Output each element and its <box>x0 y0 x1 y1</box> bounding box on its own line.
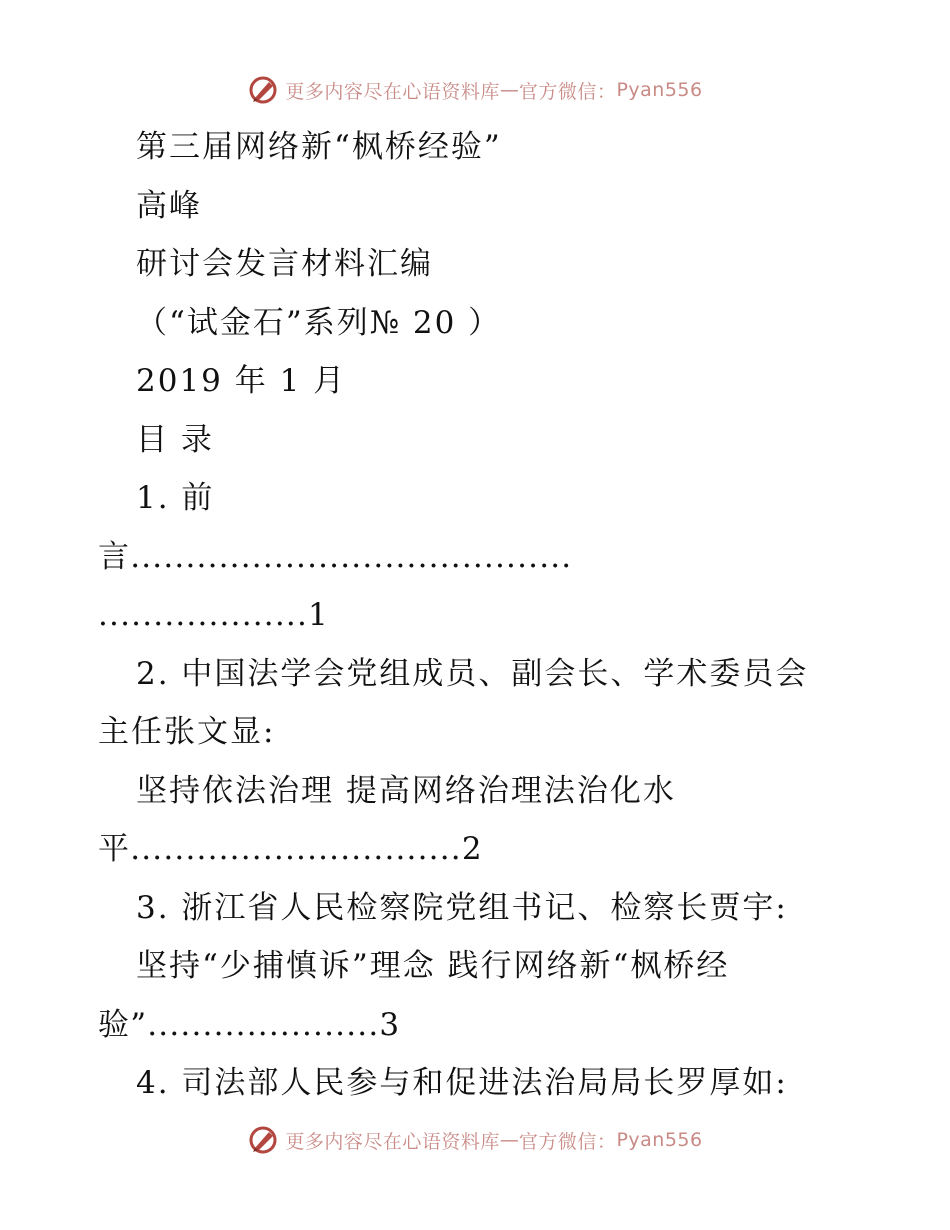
toc-entry-3-title: 坚持“少捕慎诉”理念 践行网络新“枫桥经 <box>136 948 730 984</box>
toc-entry-4-head: 4. 司法部人民参与和促进法治局局长罗厚如: <box>136 1065 788 1101</box>
toc-entry-2-head: 2. 中国法学会党组成员、副会长、学术委员会 <box>136 655 809 692</box>
banner-wechat-label: 官方微信： <box>518 1130 617 1153</box>
toc-entry-1-page: ...................1 <box>98 597 329 633</box>
doc-title-line-2: 高峰 <box>136 187 202 224</box>
pen-logo-icon <box>247 74 279 106</box>
toc-entry-2-author: 主任张文显: <box>98 714 276 750</box>
toc-entry-1-leader: 言........................................ <box>98 538 573 575</box>
toc-entry-3-head: 3. 浙江省人民检察院党组书记、检察长贾宇: <box>136 889 788 926</box>
toc-entry-3-page: 验”.....................3 <box>98 1006 401 1043</box>
banner-wechat-label: 官方微信： <box>518 80 617 103</box>
banner-wechat-id: Pyan556 <box>616 79 703 101</box>
toc-entry-2-page: 平..............................2 <box>98 831 483 867</box>
banner-separator: — <box>499 1129 519 1151</box>
banner-text: 更多内容尽在心语资料库 <box>285 80 500 103</box>
banner-text: 更多内容尽在心语资料库 <box>285 1130 500 1153</box>
header-watermark <box>0 70 950 110</box>
doc-series: （“试金石”系列№ 20 ） <box>136 304 502 341</box>
doc-title-line-3: 研讨会发言材料汇编 <box>136 246 433 282</box>
footer-watermark <box>0 1120 950 1160</box>
doc-date: 2019 年 1 月 <box>136 363 347 399</box>
banner-separator: — <box>499 79 519 101</box>
toc-heading: 目 录 <box>136 421 214 458</box>
pen-logo-icon <box>247 1124 279 1156</box>
document-body <box>98 118 838 1113</box>
toc-entry-1-head: 1. 前 <box>136 480 215 516</box>
toc-entry-2-title: 坚持依法治理 提高网络治理法治化水 <box>136 772 676 809</box>
doc-title-line-1: 第三届网络新“枫桥经验” <box>136 129 502 165</box>
banner-wechat-id: Pyan556 <box>616 1129 703 1151</box>
